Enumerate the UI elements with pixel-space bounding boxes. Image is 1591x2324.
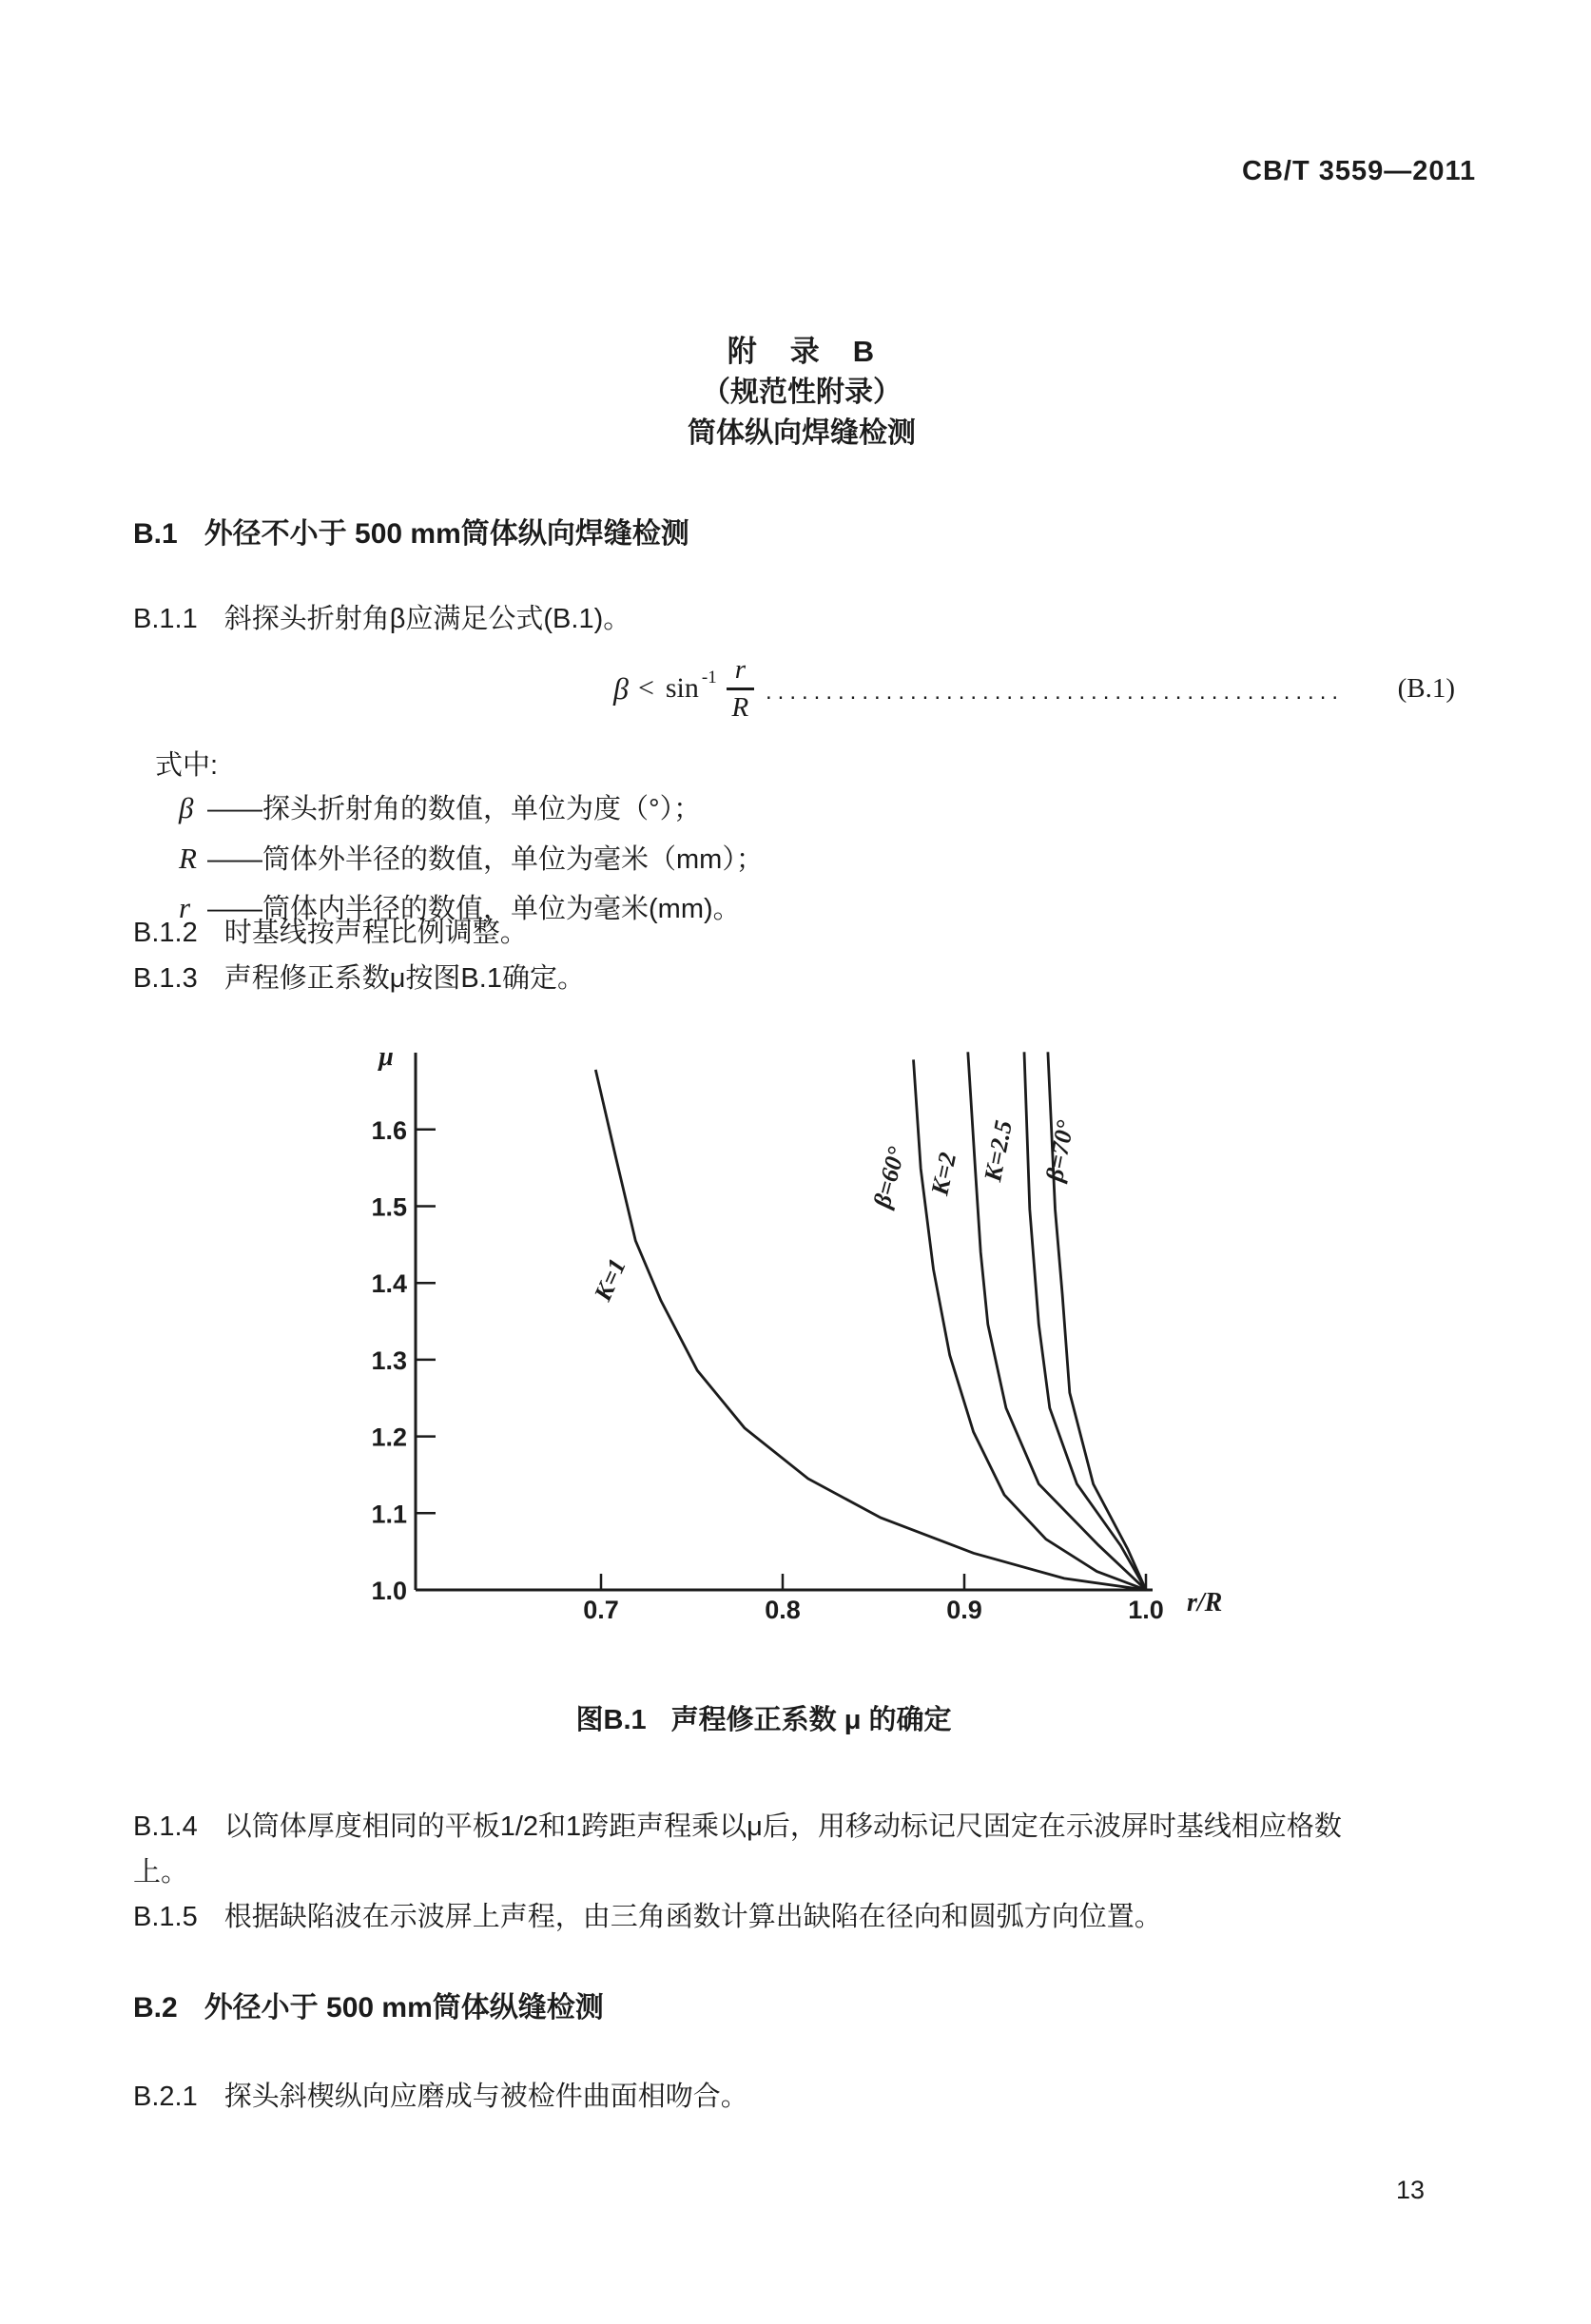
- where-dash: ——: [207, 844, 262, 875]
- appendix-title: 附 录 B: [727, 335, 877, 368]
- section-b2-number: B.2: [133, 1992, 178, 2024]
- curve-2: [914, 1059, 1147, 1590]
- document-number: CB/T 3559—2011: [1242, 156, 1477, 186]
- clause-b14-text2: 上。: [133, 1857, 189, 1888]
- x-axis-title: r/R: [1187, 1588, 1223, 1617]
- where-item-R: [179, 838, 764, 877]
- fraction-numerator: r: [727, 655, 754, 689]
- where-term: β: [179, 791, 194, 824]
- clause-b14-line2: [133, 1850, 188, 1889]
- clause-b11: [133, 597, 631, 636]
- y-tick-label: 1.0: [371, 1577, 407, 1605]
- fraction-denominator: R: [731, 691, 749, 723]
- formula-expression: [613, 655, 754, 722]
- x-tick-label: 0.7: [583, 1596, 619, 1624]
- page-number: 13: [1396, 2176, 1426, 2204]
- y-tick-label: 1.5: [371, 1192, 407, 1222]
- clause-b11-number: B.1.1: [133, 604, 198, 634]
- curve-4: [1024, 1052, 1146, 1590]
- section-b2-title: 外径小于 500 mm筒体纵缝检测: [204, 1992, 604, 2024]
- appendix-subtitle: （规范性附录）: [702, 377, 902, 408]
- y-axis-title: μ: [378, 1042, 394, 1072]
- x-tick-label: 1.0: [1128, 1596, 1164, 1624]
- where-desc: 筒体外半径的数值，单位为毫米（mm）；: [262, 844, 764, 875]
- y-tick-label: 1.6: [371, 1115, 407, 1145]
- clause-b13-number: B.1.3: [133, 963, 198, 994]
- section-b1-heading: [133, 510, 689, 552]
- where-intro: 式中:: [155, 750, 219, 781]
- formula-relation: <: [637, 672, 654, 704]
- section-b2-heading: [133, 1984, 604, 2025]
- clause-b21-text: 探头斜楔纵向应磨成与被检件曲面相吻合。: [223, 2082, 748, 2112]
- curve-label-5: β=70°: [1040, 1117, 1079, 1184]
- clause-b14-text1: 以筒体厚度相同的平板1/2和1跨距声程乘以μ后，用移动标记尺固定在示波屏时基线相应格数: [223, 1811, 1342, 1842]
- clause-b15-text: 根据缺陷波在示波屏上声程，由三角函数计算出缺陷在径向和圆弧方向位置。: [223, 1902, 1162, 1932]
- where-term: r: [179, 891, 191, 924]
- formula-equation-label: (B.1): [1397, 672, 1455, 704]
- formula-beta: β: [613, 670, 629, 706]
- curve-label-4: K=2.5: [979, 1117, 1018, 1184]
- y-tick-label: 1.4: [371, 1269, 407, 1299]
- where-dash: ——: [207, 794, 262, 824]
- formula-fraction: [727, 655, 754, 722]
- clause-b21: [133, 2075, 748, 2114]
- clause-b12: [133, 911, 528, 950]
- y-tick-label: 1.1: [371, 1500, 407, 1529]
- clause-b21-number: B.2.1: [133, 2082, 198, 2112]
- clause-b15: [133, 1895, 1162, 1934]
- where-item-beta: [179, 787, 701, 826]
- curve-label-2: β=60°: [867, 1144, 911, 1211]
- clause-b13: [133, 957, 585, 996]
- formula-function: sin: [665, 672, 699, 704]
- clause-b11-text: 斜探头折射角β应满足公式(B.1)。: [223, 604, 631, 634]
- appendix-section-title: 筒体纵向焊缝检测: [688, 417, 916, 449]
- formula-dot-leader: ................................................: [766, 679, 1345, 705]
- section-b1-title: 外径不小于 500 mm筒体纵向焊缝检测: [204, 518, 689, 550]
- figure-caption: [0, 1698, 1527, 1737]
- where-desc: 筒体内半径的数值，单位为毫米(mm)。: [262, 894, 741, 924]
- section-b1-number: B.1: [133, 518, 178, 550]
- figure-caption-text: 声程修正系数 μ 的确定: [670, 1705, 952, 1735]
- formula-superscript: -1: [701, 668, 717, 688]
- x-tick-label: 0.8: [765, 1596, 801, 1624]
- x-tick-label: 0.9: [946, 1596, 982, 1624]
- y-tick-label: 1.3: [371, 1346, 407, 1375]
- clause-b15-number: B.1.5: [133, 1902, 198, 1932]
- figure-caption-prefix: 图B.1: [575, 1705, 647, 1735]
- clause-b13-text: 声程修正系数μ按图B.1确定。: [223, 963, 585, 994]
- where-dash: ——: [207, 894, 262, 924]
- clause-b12-text: 时基线按声程比例调整。: [223, 918, 528, 948]
- curve-label-3: K=2: [925, 1150, 962, 1198]
- clause-b14-line1: [133, 1805, 1342, 1844]
- appendix-title-block: [12, 331, 1591, 454]
- clause-b14-number: B.1.4: [133, 1811, 198, 1842]
- clause-b12-number: B.1.2: [133, 918, 198, 948]
- where-term: R: [179, 842, 197, 875]
- where-desc: 探头折射角的数值，单位为度（°）；: [262, 794, 702, 824]
- curve-label-1: K=1: [589, 1254, 631, 1306]
- figure-b1-chart: [314, 1027, 1303, 1655]
- formula-b1: [613, 649, 1455, 728]
- y-tick-label: 1.2: [371, 1423, 407, 1452]
